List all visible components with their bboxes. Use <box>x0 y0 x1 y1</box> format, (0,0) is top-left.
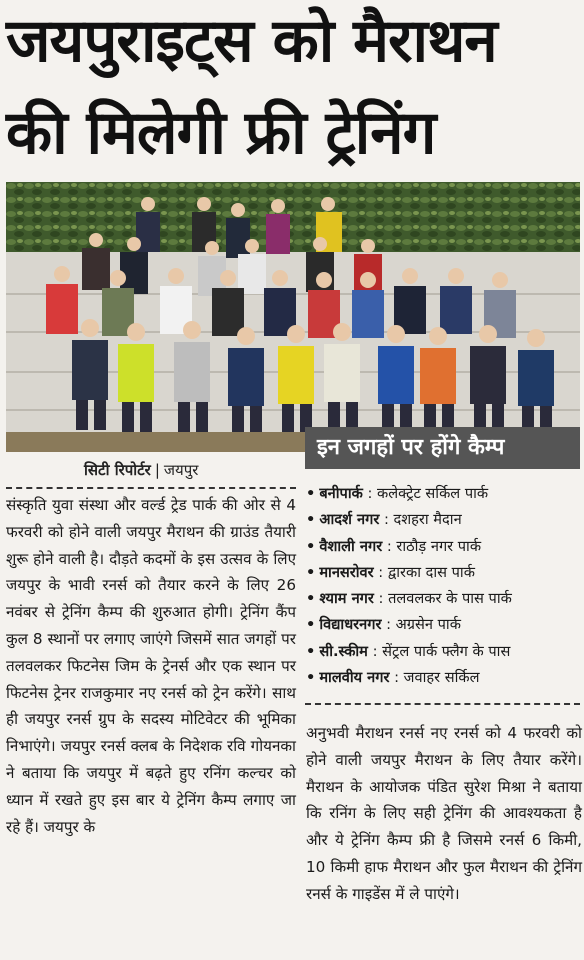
divider-right <box>305 703 580 705</box>
headline-line-2: की मिलेगी फ्री ट्रेनिंग <box>6 98 436 168</box>
byline <box>84 460 198 480</box>
group-photo-icon <box>6 182 580 452</box>
article-right-column <box>306 720 582 908</box>
list-item: • श्याम नगर : तलवलकर के पास पार्क <box>306 590 512 608</box>
list-item: • विद्याधरनगर : अग्रसेन पार्क <box>306 616 461 634</box>
camp-locations-list <box>306 481 582 691</box>
byline-reporter: सिटी रिपोर्टर <box>84 461 151 479</box>
article-left-column <box>6 492 296 840</box>
list-item: • मालवीय नगर : जवाहर सर्किल <box>306 669 480 687</box>
headline-line-1: जयपुराइट्स को मैराथन <box>6 6 497 76</box>
article-right-text: अनुभवी मैराथन रनर्स नए रनर्स को 4 फरवरी को होने वाली जयपुर मैराथन के लिए तैयार करेंगे। मैराथन के आयोजक पंडित सुरेश मिश्रा ने बताया कि रनिंग के लिए सही ट्रेनिंग की आवश्यकता है और ये ट्रेनिंग कैम्प फ्री है जिसमे रनर्स 6 किमी, 10 किमी हाफ मैराथन और फुल मैराथन की ट्रेनिंग रनर्स के गाइडेंस में ले पाएंगे। <box>306 724 582 903</box>
list-item: • आदर्श नगर : दशहरा मैदान <box>306 511 462 529</box>
camp-locations-header: इन जगहों पर होंगे कैम्प <box>305 427 580 469</box>
list-item: • बनीपार्क : कलेक्ट्रेट सर्किल पार्क <box>306 485 489 502</box>
byline-city: जयपुर <box>163 461 199 479</box>
divider-left <box>6 487 296 489</box>
byline-separator: | <box>154 461 160 479</box>
headline <box>0 0 584 180</box>
group-photo <box>6 182 580 452</box>
list-item: • सी.स्कीम : सेंट्रल पार्क फ्लैग के पास <box>306 642 511 660</box>
article-left-text: संस्कृति युवा संस्था और वर्ल्ड ट्रेड पार्क की ओर से 4 फरवरी को होने वाली जयपुर मैराथन की ग्राउंड तैयारी शुरू होने वाली है। दौड़ते कदमों के इस उत्सव के लिए जयपुर के भावी रनर्स को तैयार करने के लिए 26 नवंबर से ट्रेनिंग कैम्प की शुरुआत होगी। ट्रेनिंग कैंप कुल 8 स्थानों पर लगाए जाएंगे जिसमें सात जगहों पर तलवलकर फिटनेस जिम के ट्रेनर्स और एक स्थान पर फिटनेस ट्रेनर राजकुमार नए रनर्स को ट्रेन करेंगे। साथ ही जयपुर रनर्स ग्रुप के सदस्य मोटिवेटर की भूमिका निभाएंगे। जयपुर रनर्स क्लब के निदेशक रवि गोयनका ने बताया कि जयपुर में बढ़ते हुए रनिंग कल्चर को ध्यान में रखते हुए इस बार ये ट्रेनिंग कैम्प लगाए जा रहे हैं। जयपुर के <box>6 496 296 836</box>
list-item: • वैशाली नगर : राठौड़ नगर पार्क <box>306 537 482 555</box>
list-item: • मानसरोवर : द्वारका दास पार्क <box>306 563 475 581</box>
